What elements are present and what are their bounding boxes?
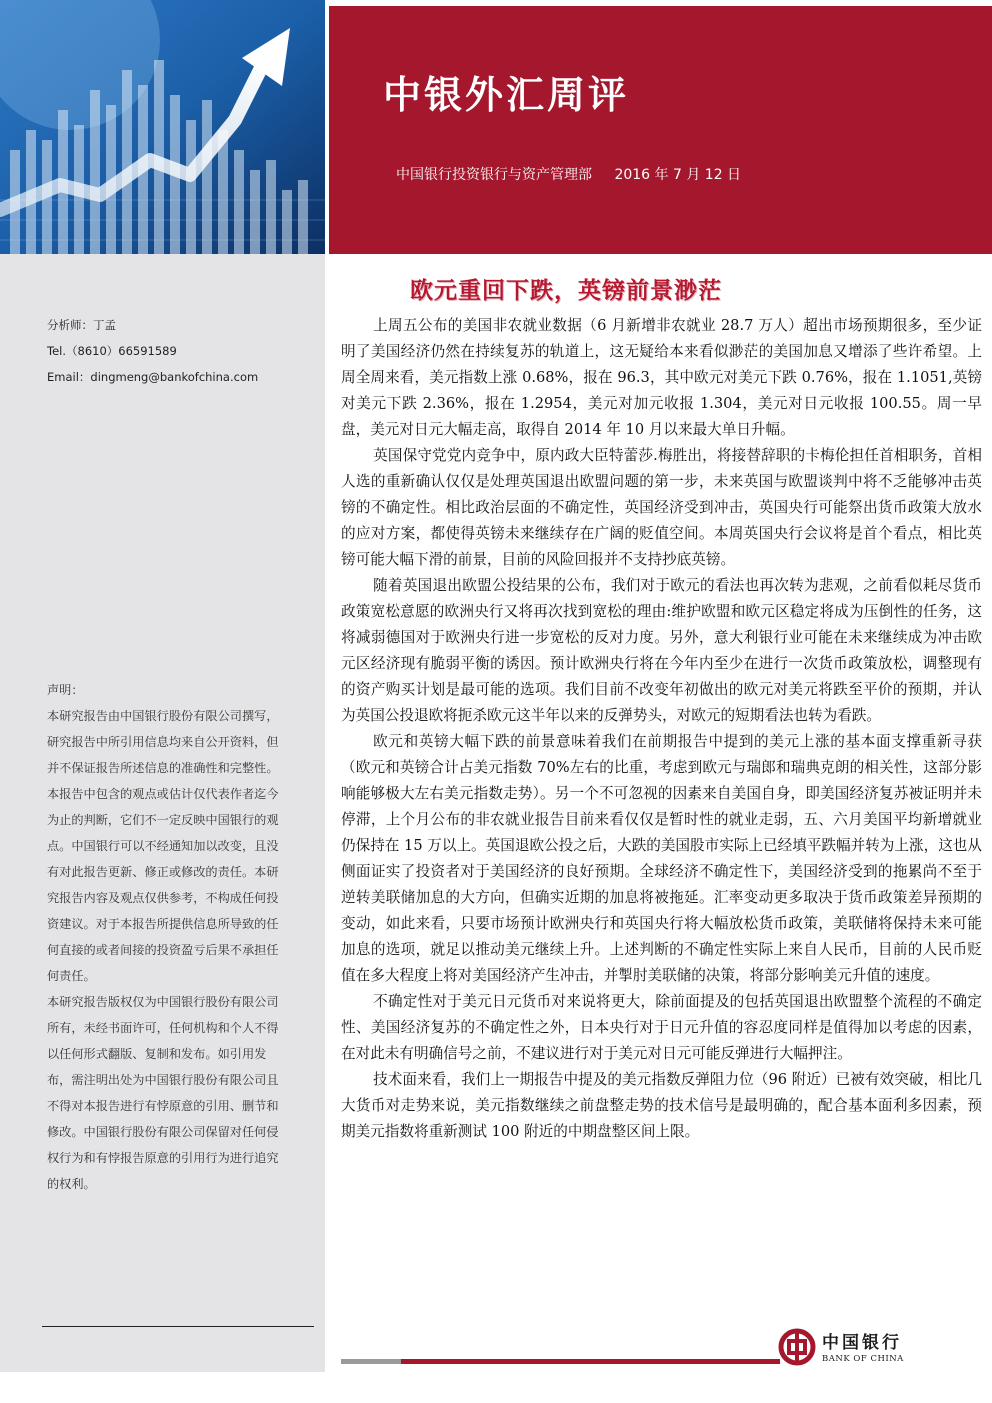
analyst-contact: [47, 312, 258, 390]
logo-name-en: BANK OF CHINA: [822, 1354, 904, 1364]
sidebar-divider: [42, 1326, 314, 1327]
cover-chart-image: [0, 0, 325, 254]
article-paragraph: 欧元和英镑大幅下跌的前景意味着我们在前期报告中提到的美元上涨的基本面支撑重新寻获（欧元和英镑合计占美元指数 70%左右的比重，考虑到欧元与瑞郎和瑞典克朗的相关性，这部分影响能够极大左右美元指数走势）。另一个不可忽视的因素来自美国自身，即美国经济复苏被证明并未停滞，上个月公布的非农就业报告目前来看仅仅是暂时性的就业走弱，五、六月美国平均新增就业仍保持在 15 万以上。英国退欧公投之后，大跌的美国股市实际上已经填平跌幅并转为上涨，这也从侧面证实了投资者对于美国经济的良好预期。全球经济不确定性下，美国经济受到的拖累尚不至于逆转美联储加息的大方向，但确实近期的加息将被拖延。汇率变动更多取决于货币政策差异预期的变动，如此来看，只要市场预计欧洲央行和英国央行将大幅放松货币政策，美联储将保持未来可能加息的选项，就足以推动美元继续上升。上述判断的不确定性实际上来自人民币，目前的人民币贬值在多大程度上将对美国经济产生冲击，并掣肘美联储的决策，将部分影响美元升值的速度。: [341, 733, 982, 984]
header-band: [329, 6, 992, 254]
article-paragraph: 上周五公布的美国非农就业数据（6 月新增非农就业 28.7 万人）超出市场预期很多，至少证明了美国经济仍然在持续复苏的轨道上，这无疑给本来看似渺茫的美国加息又增添了些许希望。上周全周来看，美元指数上涨 0.68%，报在 96.3，其中欧元对美元下跌 0.76%，报在 1.1051,英镑对美元下跌 2.36%，报在 1.2954，美元对加元收报 1.304，美元对日元收报 100.55。周一早盘，美元对日元大幅走高，取得自 2014 年 10 月以来最大单日升幅。: [341, 317, 982, 438]
department-name: 中国银行投资银行与资产管理部: [396, 167, 592, 183]
disclaimer-title: 声明：: [47, 683, 84, 697]
disclaimer-paragraph: 本研究报告由中国银行股份有限公司撰写，研究报告中所引用信息均来自公开资料，但并不保证报告所述信息的准确性和完整性。: [47, 709, 279, 775]
article-paragraph: 随着英国退出欧盟公投结果的公布，我们对于欧元的看法也再次转为悲观，之前看似耗尽货币政策宽松意愿的欧洲央行又将再次找到宽松的理由:维护欧盟和欧元区稳定将成为压倒性的任务，这将减弱德国对于欧洲央行进一步宽松的反对力度。另外，意大利银行业可能在未来继续成为冲击欧元区经济现有脆弱平衡的诱因。预计欧洲央行将在今年内至少在进行一次货币政策放松，调整现有的资产购买计划是最可能的选项。我们目前不改变年初做出的欧元对美元将跌至平价的预期，并认为英国公投退欧将扼杀欧元这半年以来的反弹势头，对欧元的短期看法也转为看跌。: [341, 577, 982, 724]
analyst-name: 分析师：丁孟: [47, 318, 116, 332]
disclaimer-block: [47, 677, 287, 1197]
report-title: 中银外汇周评: [383, 73, 630, 117]
article-paragraph: 技术面来看，我们上一期报告中提及的美元指数反弹阻力位（96 附近）已被有效突破，相比几大货币对走势来说，美元指数继续之前盘整走势的技术信号是最明确的，配合基本面利多因素，预期美元指数将重新测试 100 附近的中期盘整区间上限。: [341, 1071, 982, 1140]
analyst-email: Email：dingmeng@bankofchina.com: [47, 370, 259, 384]
footer-bar-gray: [341, 1359, 401, 1364]
article-paragraph: 英国保守党党内竞争中，原内政大臣特蕾莎.梅胜出，将接替辞职的卡梅伦担任首相职务，首相人选的重新确认仅仅是处理英国退出欧盟问题的第一步，未来英国与欧盟谈判中将不乏能够冲击英镑的不确定性。相比政治层面的不确定性，英国经济受到冲击，英国央行可能祭出货币政策大放水的应对方案，都使得英镑未来继续存在广阔的贬值空间。本周英国央行会议将是首个看点，相比英镑可能大幅下滑的前景，目前的风险回报并不支持抄底英镑。: [341, 447, 982, 568]
analyst-tel: Tel.（8610）66591589: [47, 344, 177, 358]
article-paragraph: 不确定性对于美元日元货币对来说将更大，除前面提及的包括英国退出欧盟整个流程的不确定性、美国经济复苏的不确定性之外，日本央行对于日元升值的容忍度同样是值得加以考虑的因素，在对此未有明确信号之前，不建议进行对于美元对日元可能反弹进行大幅押注。: [341, 993, 982, 1062]
rising-arrow-graphic: [0, 0, 325, 254]
footer-bar-red: [401, 1359, 780, 1364]
bank-of-china-emblem-icon: [778, 1328, 816, 1366]
article-body: [341, 313, 982, 1145]
report-date: 2016 年 7 月 12 日: [614, 167, 742, 183]
disclaimer-paragraph: 本研究报告版权仅为中国银行股份有限公司所有，未经书面许可，任何机构和个人不得以任何形式翻版、复制和发布。如引用发布，需注明出处为中国银行股份有限公司且不得对本报告进行有悖原意的引用、删节和修改。中国银行股份有限公司保留对任何侵权行为和有悖报告原意的引用行为进行追究的权利。: [47, 995, 279, 1191]
disclaimer-paragraph: 本报告中包含的观点或估计仅代表作者迄今为止的判断，它们不一定反映中国银行的观点。中国银行可以不经通知加以改变，且没有对此报告更新、修正或修改的责任。本研究报告内容及观点仅供参考，不构成任何投资建议。对于本报告所提供信息所导致的任何直接的或者间接的投资盈亏后果不承担任何责任。: [47, 787, 279, 983]
bank-of-china-logo: [778, 1326, 918, 1368]
logo-name-cn: 中国银行: [822, 1333, 902, 1353]
article-heading: 欧元重回下跌，英镑前景渺茫: [410, 278, 722, 304]
report-byline: [396, 164, 759, 184]
